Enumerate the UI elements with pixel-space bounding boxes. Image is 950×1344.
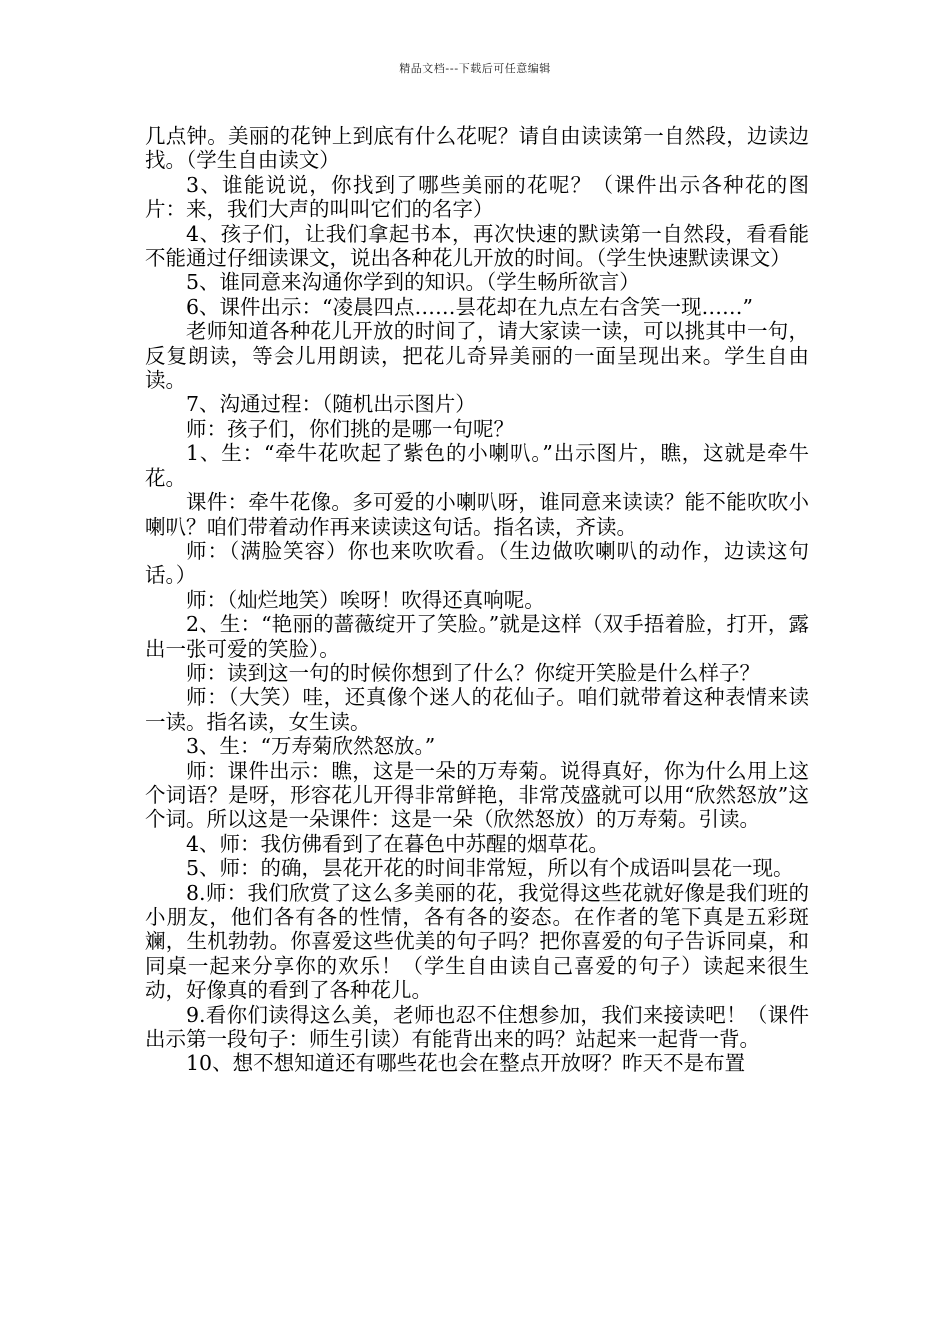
paragraph: 10、想不想知道还有哪些花也会在整点开放呀？昨天不是布置 <box>186 1051 746 1076</box>
paragraph: 4、师：我仿佛看到了在暮色中苏醒的烟草花。 <box>186 831 610 856</box>
paragraph: 8.师：我们欣赏了这么多美丽的花，我觉得这些花就好像是我们班的小朋友，他们各有各的性情，各有各的姿态。在作者的笔下真是五彩斑斓，生机勃勃。你喜爱这些优美的句子吗？把你喜爱的句子告诉同桌，和同桌一起来分享你的欢乐！（学生自由读自己喜爱的句子）读起来很生动，好像真的看到了各种花儿。 <box>145 880 809 1003</box>
paragraph: 1、生：“牵牛花吹起了紫色的小喇叭。”出示图片，瞧，这就是牵牛花。 <box>145 441 809 490</box>
paragraph: 2、生：“艳丽的蔷薇绽开了笑脸。”就是这样（双手捂着脸，打开，露出一张可爱的笑脸）。 <box>145 612 809 661</box>
paragraph: 7、沟通过程：（随机出示图片） <box>186 392 476 417</box>
paragraph: 几点钟。美丽的花钟上到底有什么花呢？请自由读读第一自然段，边读边找。（学生自由读文） <box>145 124 809 173</box>
document-body <box>145 124 809 1076</box>
paragraph: 4、孩子们，让我们拿起书本，再次快速的默读第一自然段，看看能不能通过仔细读课文，说出各种花儿开放的时间。（学生快速默读课文） <box>145 221 809 271</box>
paragraph: 5、师：的确，昙花开花的时间非常短，所以有个成语叫昙花一现。 <box>186 856 794 881</box>
paragraph: 师：（灿烂地笑）唉呀！吹得还真响呢。 <box>186 587 545 612</box>
paragraph: 老师知道各种花儿开放的时间了，请大家读一读，可以挑其中一句，反复朗读，等会儿用朗读，把花儿奇异美丽的一面呈现出来。学生自由读。 <box>145 319 809 393</box>
paragraph: 9.看你们读得这么美，老师也忍不住想参加，我们来接读吧！（课件出示第一段句子：师生引读）有能背出来的吗？站起来一起背一背。 <box>145 1002 809 1052</box>
paragraph: 师：（大笑）哇，还真像个迷人的花仙子。咱们就带着这种表情来读一读。指名读，女生读。 <box>145 685 809 734</box>
paragraph: 3、谁能说说，你找到了哪些美丽的花呢？（课件出示各种花的图片：来，我们大声的叫叫它们的名字） <box>145 172 809 222</box>
paragraph: 师：孩子们，你们挑的是哪一句呢？ <box>186 416 514 441</box>
paragraph: 5、谁同意来沟通你学到的知识。（学生畅所欲言） <box>186 270 640 295</box>
paragraph: 课件：牵牛花像。多可爱的小喇叭呀，谁同意来读读？能不能吹吹小喇叭？咱们带着动作再来读读这句话。指名读，齐读。 <box>145 490 809 539</box>
page-header: 精品文档---下载后可任意编辑 <box>399 62 551 75</box>
paragraph: 师：读到这一句的时候你想到了什么？你绽开笑脸是什么样子？ <box>186 660 760 685</box>
paragraph: 师：课件出示：瞧，这是一朵的万寿菊。说得真好，你为什么用上这个词语？是呀，形容花儿开得非常鲜艳，非常茂盛就可以用“欣然怒放”这个词。所以这是一朵课件：这是一朵（欣然怒放）的万寿菊。引读。 <box>145 758 809 832</box>
paragraph: 师：（满脸笑容）你也来吹吹看。（生边做吹喇叭的动作，边读这句话。） <box>145 538 809 588</box>
paragraph: 6、课件出示：“凌晨四点……昙花却在九点左右含笑一现……” <box>186 294 754 319</box>
paragraph: 3、生：“万寿菊欣然怒放。” <box>186 734 436 759</box>
